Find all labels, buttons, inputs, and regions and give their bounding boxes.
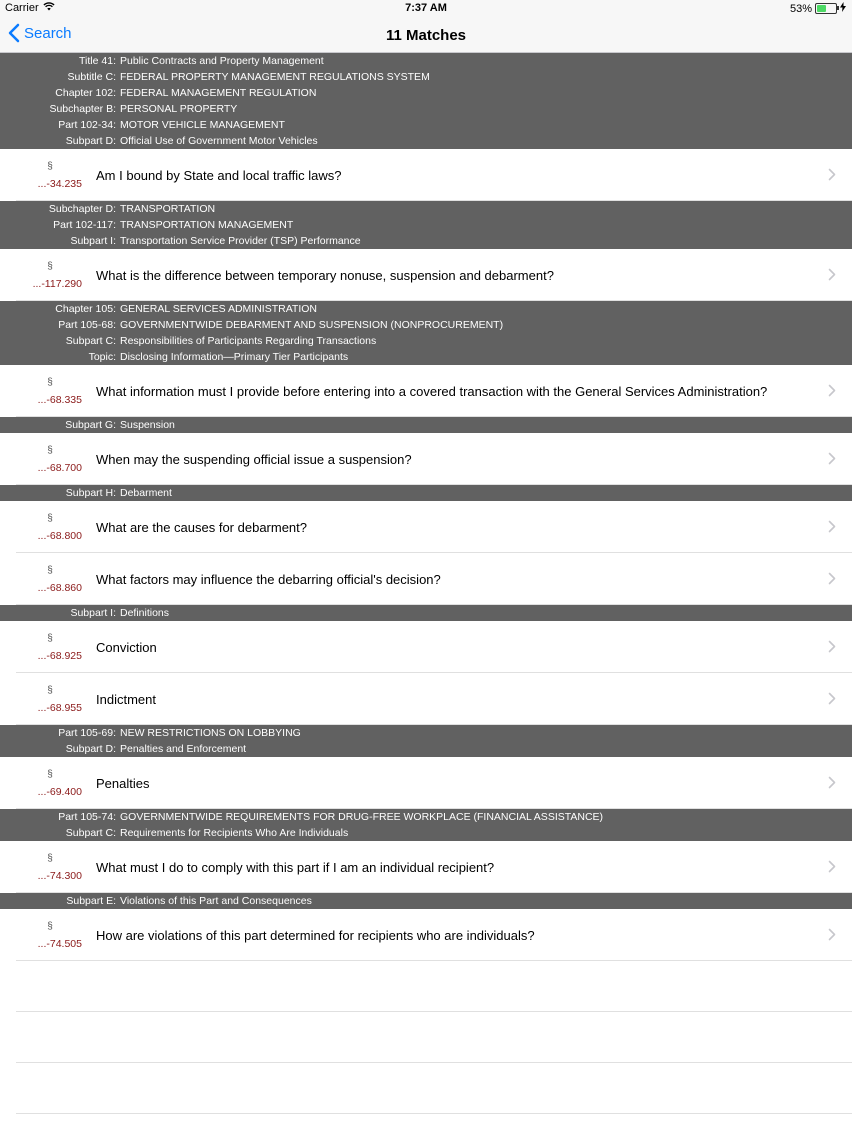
status-right xyxy=(790,2,846,15)
section-header-line xyxy=(0,809,852,825)
section-reference xyxy=(0,565,82,595)
section-header-line xyxy=(0,117,852,133)
section-number: ...-68.800 xyxy=(37,530,82,542)
section-header-line xyxy=(0,201,852,217)
section-header-line xyxy=(0,133,852,149)
battery-icon xyxy=(815,3,837,14)
result-title xyxy=(96,149,792,201)
section-reference xyxy=(0,445,82,475)
result-title-text: What information must I provide before entering into a covered transaction with the General Services Administration? xyxy=(96,383,768,399)
section-reference xyxy=(0,633,82,663)
section-symbol: § xyxy=(47,161,53,172)
result-title xyxy=(96,909,792,961)
header-label: Part 105-69: xyxy=(58,727,116,739)
section-reference xyxy=(0,769,82,799)
header-label: Subpart H: xyxy=(65,487,116,499)
section-header-line xyxy=(0,893,852,909)
section-header xyxy=(0,417,852,433)
header-label: Subpart I: xyxy=(70,235,116,247)
section-reference xyxy=(0,685,82,715)
result-title-text: How are violations of this part determined for recipients who are individuals? xyxy=(96,927,535,943)
section-number: ...-68.925 xyxy=(37,650,82,662)
header-value: GOVERNMENTWIDE REQUIREMENTS FOR DRUG-FREE WORKPLACE (FINANCIAL ASSISTANCE) xyxy=(120,811,604,823)
result-title xyxy=(96,757,792,809)
result-row[interactable] xyxy=(0,249,852,301)
header-value: TRANSPORTATION xyxy=(120,203,216,215)
section-number: ...-68.860 xyxy=(37,582,82,594)
header-label: Part 105-68: xyxy=(58,319,116,331)
section-header-line xyxy=(0,417,852,433)
section-header xyxy=(0,809,852,841)
header-value: Official Use of Government Motor Vehicles xyxy=(120,135,318,147)
section-symbol: § xyxy=(47,633,53,644)
header-value: Debarment xyxy=(120,487,172,499)
header-value: MOTOR VEHICLE MANAGEMENT xyxy=(120,119,285,131)
header-label: Topic: xyxy=(88,351,116,363)
section-header-line xyxy=(0,101,852,117)
result-title xyxy=(96,673,792,725)
back-button-label: Search xyxy=(24,24,72,42)
section-header-line xyxy=(0,301,852,317)
result-title xyxy=(96,621,792,673)
chevron-right-icon xyxy=(828,168,836,186)
header-label: Subpart D: xyxy=(65,135,116,147)
section-number: ...-69.400 xyxy=(37,786,82,798)
empty-row xyxy=(0,1063,852,1114)
chevron-right-icon xyxy=(828,572,836,590)
section-reference xyxy=(0,853,82,883)
chevron-right-icon xyxy=(828,520,836,538)
result-title xyxy=(96,553,792,605)
battery-fill xyxy=(817,5,826,12)
section-header xyxy=(0,53,852,149)
result-row[interactable] xyxy=(0,501,852,553)
section-header-line xyxy=(0,825,852,841)
header-value: TRANSPORTATION MANAGEMENT xyxy=(120,219,294,231)
result-row[interactable] xyxy=(0,909,852,961)
carrier-label: Carrier xyxy=(5,2,39,14)
section-symbol: § xyxy=(47,685,53,696)
section-reference xyxy=(0,377,82,407)
section-symbol: § xyxy=(47,565,53,576)
section-symbol: § xyxy=(47,445,53,456)
section-header xyxy=(0,301,852,365)
section-header-line xyxy=(0,53,852,69)
chevron-right-icon xyxy=(828,384,836,402)
header-value: Disclosing Information—Primary Tier Participants xyxy=(120,351,349,363)
section-reference xyxy=(0,161,82,191)
section-header-line xyxy=(0,605,852,621)
header-value: FEDERAL MANAGEMENT REGULATION xyxy=(120,87,317,99)
section-number: ...-74.505 xyxy=(37,938,82,950)
header-label: Subpart G: xyxy=(65,419,116,431)
header-value: Penalties and Enforcement xyxy=(120,743,247,755)
section-number: ...-34.235 xyxy=(37,178,82,190)
section-header-line xyxy=(0,317,852,333)
chevron-right-icon xyxy=(828,692,836,710)
header-value: Responsibilities of Participants Regarding Transactions xyxy=(120,335,377,347)
chevron-right-icon xyxy=(828,928,836,946)
section-symbol: § xyxy=(47,261,53,272)
section-header-line xyxy=(0,217,852,233)
section-number: ...-117.290 xyxy=(32,278,82,290)
result-row[interactable] xyxy=(0,149,852,201)
header-label: Chapter 102: xyxy=(55,87,116,99)
section-number: ...-74.300 xyxy=(37,870,82,882)
section-symbol: § xyxy=(47,853,53,864)
section-reference xyxy=(0,261,82,291)
section-header-line xyxy=(0,741,852,757)
section-symbol: § xyxy=(47,377,53,388)
result-title xyxy=(96,249,792,301)
battery-percent: 53% xyxy=(789,2,812,15)
header-label: Subchapter D: xyxy=(48,203,116,215)
header-label: Part 102-34: xyxy=(58,119,116,131)
section-number: ...-68.955 xyxy=(37,702,82,714)
header-label: Title 41: xyxy=(79,55,116,67)
chevron-right-icon xyxy=(828,452,836,470)
result-row[interactable] xyxy=(0,433,852,485)
chevron-right-icon xyxy=(828,268,836,286)
header-label: Subpart C: xyxy=(65,335,116,347)
section-symbol: § xyxy=(47,513,53,524)
section-number: ...-68.335 xyxy=(37,394,82,406)
result-title-text: When may the suspending official issue a suspension? xyxy=(96,451,412,467)
result-title-text: Penalties xyxy=(96,775,150,791)
empty-row xyxy=(0,1012,852,1063)
header-label: Subchapter B: xyxy=(49,103,116,115)
result-title xyxy=(96,841,792,893)
section-header xyxy=(0,485,852,501)
navigation-bar xyxy=(0,18,852,53)
status-bar xyxy=(0,0,852,18)
result-row[interactable] xyxy=(0,673,852,725)
section-symbol: § xyxy=(47,921,53,932)
section-header xyxy=(0,201,852,249)
result-row[interactable] xyxy=(0,365,852,417)
section-header xyxy=(0,893,852,909)
section-header-line xyxy=(0,85,852,101)
header-label: Part 105-74: xyxy=(58,811,116,823)
result-row[interactable] xyxy=(0,757,852,809)
result-title-text: Indictment xyxy=(96,691,156,707)
result-title-text: Conviction xyxy=(96,639,157,655)
header-value: GOVERNMENTWIDE DEBARMENT AND SUSPENSION (NONPROCUREMENT) xyxy=(120,319,504,331)
result-title xyxy=(96,501,792,553)
result-row[interactable] xyxy=(0,841,852,893)
result-row[interactable] xyxy=(0,621,852,673)
result-title-text: What must I do to comply with this part if I am an individual recipient? xyxy=(96,859,495,875)
result-row[interactable] xyxy=(0,553,852,605)
results-list xyxy=(0,53,852,1114)
chevron-right-icon xyxy=(828,640,836,658)
header-label: Subpart C: xyxy=(65,827,116,839)
result-title xyxy=(96,433,792,485)
section-reference xyxy=(0,513,82,543)
result-title-text: What factors may influence the debarring official's decision? xyxy=(96,571,441,587)
status-time: 7:37 AM xyxy=(405,2,447,14)
section-header-line xyxy=(0,333,852,349)
result-title-text: What is the difference between temporary nonuse, suspension and debarment? xyxy=(96,267,554,283)
section-header-line xyxy=(0,69,852,85)
result-title xyxy=(96,365,792,417)
header-label: Chapter 105: xyxy=(55,303,116,315)
section-header xyxy=(0,605,852,621)
chevron-right-icon xyxy=(828,776,836,794)
result-title-text: Am I bound by State and local traffic laws? xyxy=(96,167,342,183)
header-label: Subpart I: xyxy=(70,607,116,619)
section-header-line xyxy=(0,725,852,741)
section-symbol: § xyxy=(47,769,53,780)
header-value: Suspension xyxy=(120,419,175,431)
header-value: Requirements for Recipients Who Are Individuals xyxy=(120,827,349,839)
header-value: Transportation Service Provider (TSP) Performance xyxy=(120,235,361,247)
chevron-right-icon xyxy=(828,860,836,878)
header-label: Subpart D: xyxy=(65,743,116,755)
section-header-line xyxy=(0,485,852,501)
header-value: GENERAL SERVICES ADMINISTRATION xyxy=(120,303,318,315)
section-header-line xyxy=(0,349,852,365)
header-label: Part 102-117: xyxy=(53,219,116,231)
header-value: Public Contracts and Property Management xyxy=(120,55,324,67)
header-value: NEW RESTRICTIONS ON LOBBYING xyxy=(120,727,301,739)
header-value: Violations of this Part and Consequences xyxy=(120,895,312,907)
page-title: 11 Matches xyxy=(385,27,467,44)
result-title-text: What are the causes for debarment? xyxy=(96,519,308,535)
header-value: Definitions xyxy=(120,607,170,619)
header-label: Subtitle C: xyxy=(67,71,116,83)
empty-row xyxy=(0,961,852,1012)
bolt-icon xyxy=(840,2,846,15)
section-header xyxy=(0,725,852,757)
header-label: Subpart E: xyxy=(66,895,116,907)
section-reference xyxy=(0,921,82,951)
header-value: PERSONAL PROPERTY xyxy=(120,103,238,115)
header-value: FEDERAL PROPERTY MANAGEMENT REGULATIONS SYSTEM xyxy=(120,71,430,83)
section-header-line xyxy=(0,233,852,249)
section-number: ...-68.700 xyxy=(37,462,82,474)
